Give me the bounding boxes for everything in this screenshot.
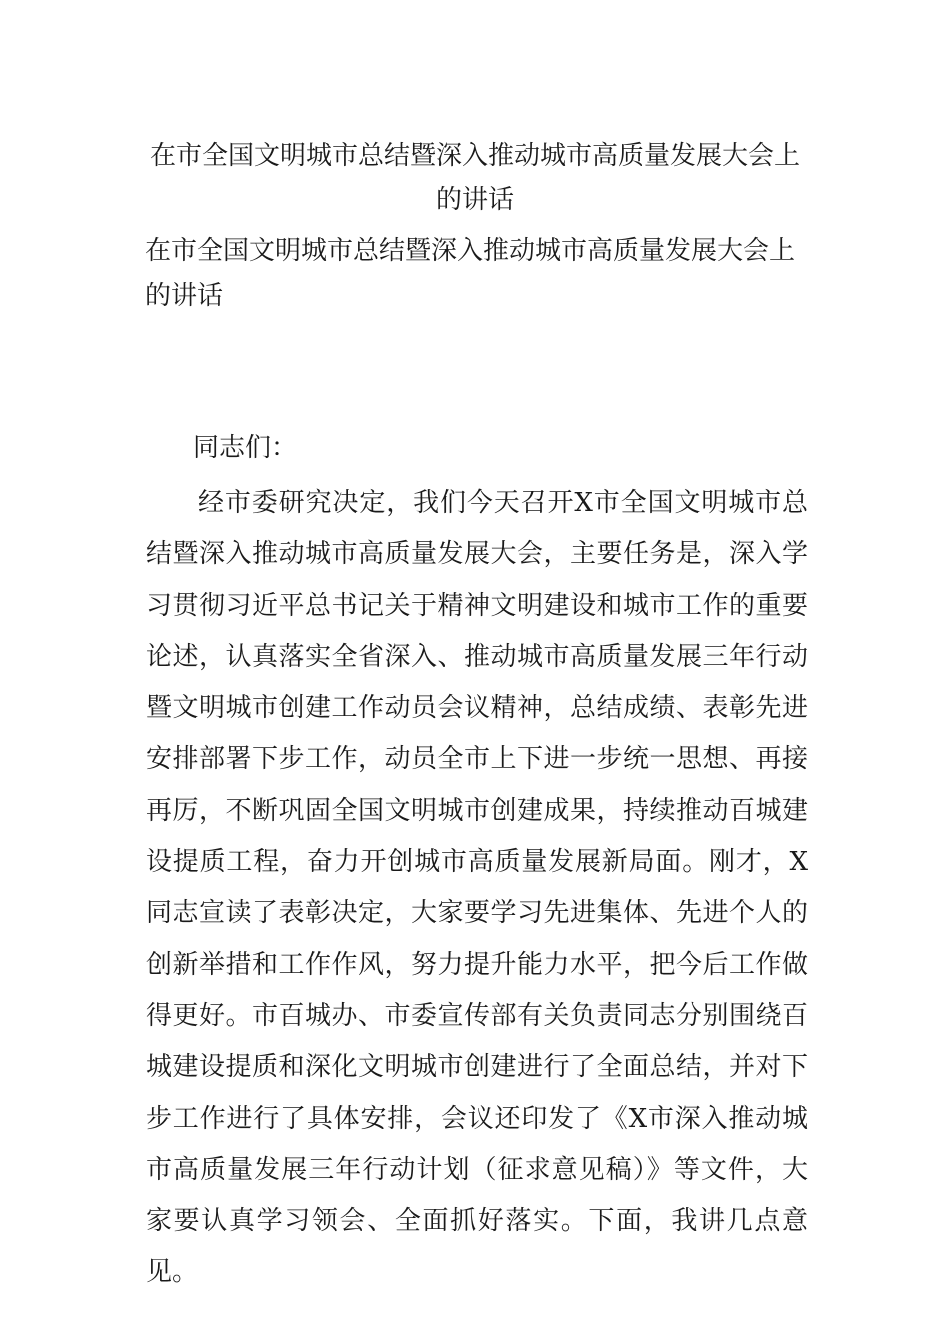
greeting: 同志们： xyxy=(193,433,298,463)
document-title: 在市全国文明城市总结暨深入推动城市高质量发展大会上的讲话 xyxy=(149,141,800,215)
body-paragraph: 经市委研究决定，我们今天召开X市全国文明城市总结暨深入推动城市高质量发展大会，主要任务是，深入学习贯彻习近平总书记关于精神文明建设和城市工作的重要论述，认真落实全省深入、推动城市高质量发展三年行动暨文明城市创建工作动员会议精神，总结成绩、表彰先进安排部署下步工作，动员全市上下进一步统一思想、再接再厉，不断巩固全国文明城市创建成果，持续推动百城建设提质工程，奋力开创城市高质量发展新局面。刚才，X同志宣读了表彰决定，大家要学习先进集体、先进个人的创新举措和工作作风，努力提升能力水平，把今后工作做得更好。市百城办、市委宣传部有关负责同志分别围绕百城建设提质和深化文明城市创建进行了全面总结，并对下步工作进行了具体安排，会议还印发了《X市深入推动城市高质量发展三年行动计划（征求意见稿）》等文件，大家要认真学习领会、全面抓好落实。下面，我讲几点意见。 xyxy=(146,488,808,1288)
document-subtitle: 在市全国文明城市总结暨深入推动城市高质量发展大会上的讲话 xyxy=(145,236,796,311)
